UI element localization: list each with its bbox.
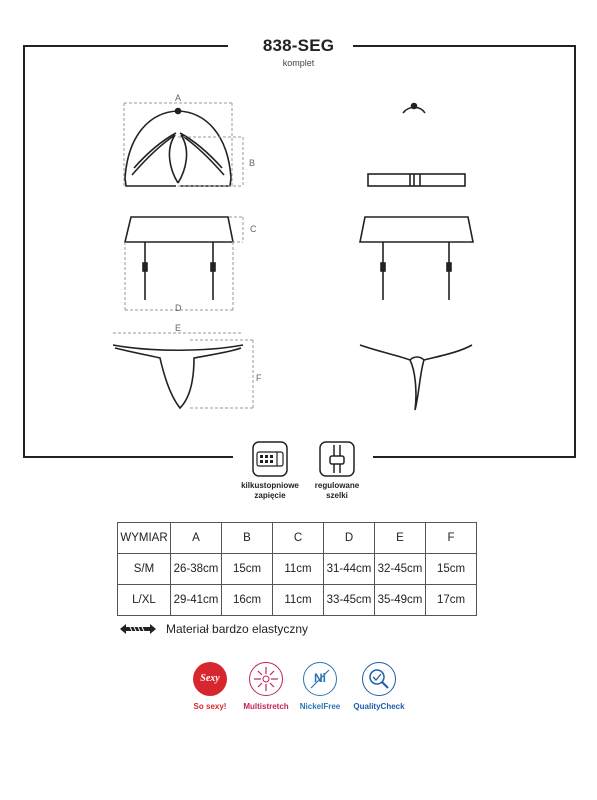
table-header-cell: A (171, 523, 222, 554)
material-note (118, 622, 308, 636)
size-table (117, 522, 477, 616)
table-header-cell: E (375, 523, 426, 554)
dimension-e-label: E (175, 323, 182, 333)
dimension-c-label: C (250, 224, 257, 234)
table-cell: 33-45cm (324, 585, 375, 616)
table-header-cell: WYMIAR (118, 523, 171, 554)
dimension-f-label: F (256, 373, 262, 383)
material-text: Materiał bardzo elastyczny (166, 622, 309, 636)
badge-quality-check (344, 662, 414, 711)
table-cell: 15cm (426, 554, 477, 585)
table-cell: 31-44cm (324, 554, 375, 585)
table-row (118, 554, 477, 585)
dimension-a-label: A (175, 93, 182, 103)
badge-label: QualityCheck (353, 702, 405, 711)
table-cell: 15cm (222, 554, 273, 585)
table-cell: L/XL (118, 585, 171, 616)
feature-label-2b: szelki (326, 491, 348, 500)
bra-front-drawing (125, 109, 231, 187)
hook-eye-closure-icon (252, 441, 288, 477)
adjustable-strap-icon (319, 441, 355, 477)
feature-label-1b: zapięcie (254, 491, 286, 500)
badge-label: Multistretch (243, 702, 289, 711)
quality-check-icon (362, 662, 396, 696)
multistretch-icon (249, 662, 283, 696)
dimension-b-label: B (249, 158, 256, 168)
feature-adjustable-straps (297, 441, 377, 501)
thong-back-drawing (360, 345, 472, 410)
table-header-cell: D (324, 523, 375, 554)
table-cell: 16cm (222, 585, 273, 616)
so-sexy-icon: Sexy (193, 662, 227, 696)
table-cell: 32-45cm (375, 554, 426, 585)
table-row (118, 585, 477, 616)
garter-belt-front-drawing (125, 217, 233, 300)
badge-label: NickelFree (299, 702, 341, 711)
bra-back-drawing (368, 104, 465, 187)
feature-label-1a: kilkustopniowe (241, 481, 299, 490)
table-cell: 26-38cm (171, 554, 222, 585)
product-code: 838-SEG (262, 36, 335, 55)
product-subtitle: komplet (282, 58, 315, 68)
table-cell: S/M (118, 554, 171, 585)
table-cell: 17cm (426, 585, 477, 616)
table-cell: 35-49cm (375, 585, 426, 616)
table-header-cell: F (426, 523, 477, 554)
stretch-arrows-icon (118, 623, 158, 635)
feature-label-2a: regulowane (314, 481, 360, 490)
size-table-header-row (118, 523, 477, 554)
table-cell: 29-41cm (171, 585, 222, 616)
badge-label: So sexy! (193, 702, 227, 711)
table-cell: 11cm (273, 554, 324, 585)
garter-belt-back-drawing (360, 217, 473, 300)
thong-front-drawing (113, 345, 243, 408)
nickel-free-icon: Ni (303, 662, 337, 696)
table-cell: 11cm (273, 585, 324, 616)
dimension-d-label: D (175, 303, 182, 313)
table-header-cell: C (273, 523, 324, 554)
table-header-cell: B (222, 523, 273, 554)
